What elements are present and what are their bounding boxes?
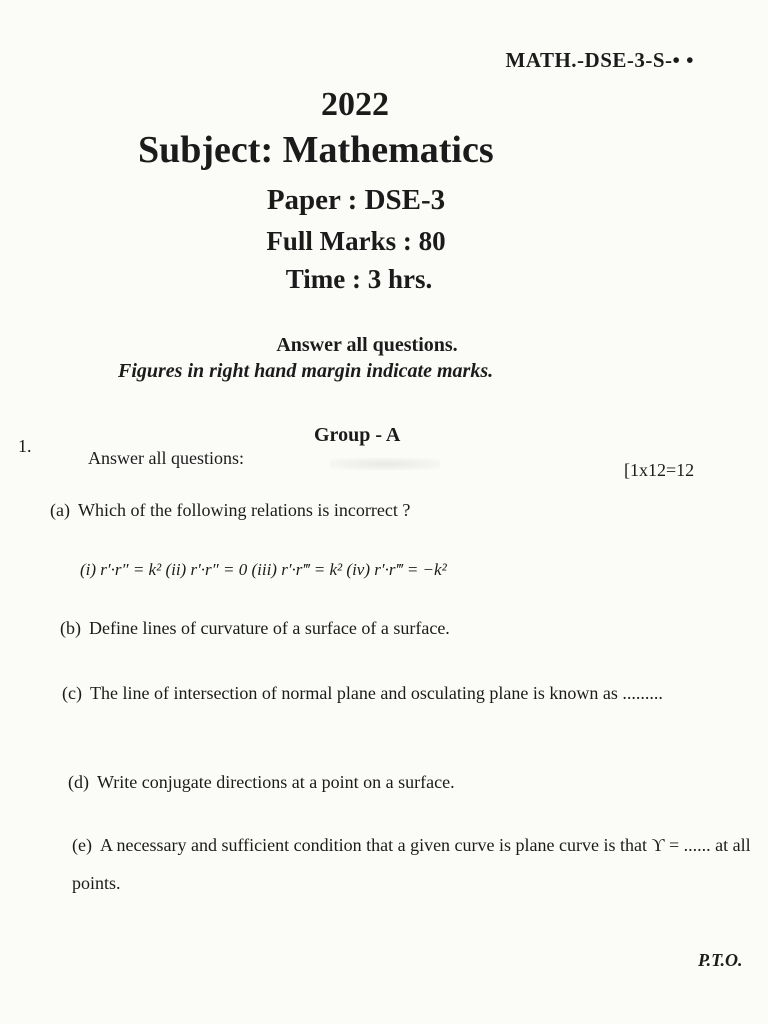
- group-heading: Group - A: [314, 424, 401, 446]
- question-d: [68, 772, 455, 793]
- exam-year: 2022: [321, 86, 389, 123]
- paper-name: Paper : DSE-3: [266, 184, 446, 216]
- question-number: 1.: [18, 436, 32, 456]
- marks-distribution: [1x12=12: [624, 460, 695, 480]
- question-text: Write conjugate directions at a point on a surface.: [97, 772, 455, 792]
- pto-footer: P.T.O.: [698, 950, 743, 970]
- full-marks: Full Marks : 80: [266, 226, 446, 256]
- scan-smudge: [330, 458, 440, 470]
- question-label: (d): [68, 772, 89, 792]
- instruction-margin-marks: Figures in right hand margin indicate marks.: [118, 360, 494, 382]
- question-c: [62, 674, 752, 712]
- question-text: The line of intersection of normal plane and osculating plane is known as .........: [89, 683, 663, 703]
- question-a-options: (i) r′·r″ = k² (ii) r′·r″ = 0 (iii) r′·r‴ = k² (iv) r′·r‴ = −k²: [80, 560, 447, 579]
- paper-code: MATH.-DSE-3-S-• •: [505, 48, 694, 72]
- question-label: (a): [50, 500, 70, 520]
- question-label: (e): [72, 835, 92, 855]
- question-label: (b): [60, 618, 81, 638]
- question-e: [72, 826, 758, 902]
- subject-title: Subject: Mathematics: [138, 129, 494, 171]
- question-text: A necessary and sufficient condition that a given curve is plane curve is that ϒ = ...... at all points.: [72, 835, 751, 893]
- question-a: [50, 500, 410, 521]
- question-b: [60, 618, 450, 639]
- exam-time: Time : 3 hrs.: [285, 264, 433, 294]
- question-text: Which of the following relations is incorrect ?: [77, 500, 411, 520]
- group-prompt: Answer all questions:: [88, 448, 244, 468]
- instruction-answer-all: Answer all questions.: [276, 334, 458, 356]
- question-text: Define lines of curvature of a surface of a surface.: [89, 618, 450, 638]
- question-label: (c): [62, 683, 82, 703]
